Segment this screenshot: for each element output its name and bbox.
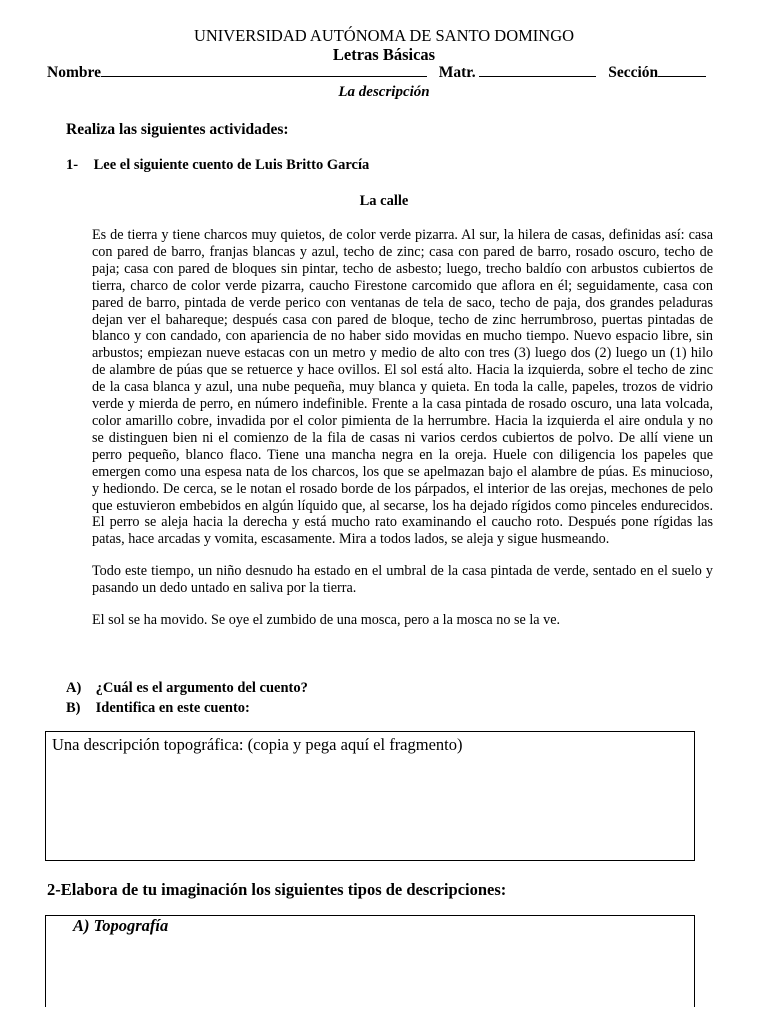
question-b-label: B) [66,700,81,716]
instructions: Realiza las siguientes actividades: [66,121,289,138]
student-info-row [47,63,727,82]
story-title: La calle [359,193,409,209]
course-title: Letras Básicas [332,45,436,64]
answer-box-topografia[interactable] [45,915,695,1007]
story-body [92,227,713,644]
question-a [66,680,308,697]
story-paragraph: Todo este tiempo, un niño desnudo ha estado en el umbral de la casa pintada de verde, sentado en el suelo y pasando un dedo untado en saliva por la tierra. [92,563,713,597]
matr-field[interactable] [479,63,596,77]
question-a-text: ¿Cuál es el argumento del cuento? [95,680,308,696]
university-title: UNIVERSIDAD AUTÓNOMA DE SANTO DOMINGO [193,26,575,45]
question-a-label: A) [66,680,82,696]
question-b [66,700,250,717]
answer-box-topographic-label: Una descripción topográfica: (copia y pega aquí el fragmento) [52,735,463,754]
matr-label: Matr. [438,64,476,81]
activity-1-text: Lee el siguiente cuento de Luis Britto García [93,157,370,173]
topic-subtitle: La descripción [338,84,430,100]
story-paragraph: Es de tierra y tiene charcos muy quietos, de color verde pizarra. Al sur, la hilera de casas, definidas así: casa con pared de barro, franjas blancas y azul, techo de zinc; casa con pared de barro, rosado oscuro, techo de paja; casa con pared de bloques sin pintar, techo de asbesto; luego, trecho baldío con arbustos cubiertos de tierra, charco de color verde pizarra, caucho Firestone carcomido que aflora en él; seguidamente, casa con pared de barro, pintada de verde perico con ventanas de tela de saco, techo de paja, dos grandes peladuras dejan ver el bahareque; después casa con pared de bloque, techo de zinc herrumbroso, puertas pintadas de blanco y con candado, con apariencia de no haber sido movidas en mucho tiempo. Nuevo espacio libre, sin arbustos; empiezan nueve estacas con un metro y medio de alto con tres (3) luego dos (2) luego un (1) hilo de alambre de púas que se retuerce y hace ovillos. El sol está alto. Hacia la izquierda, sobre el techo de zinc de la casa blanca y azul, una nube pequeña, muy blanca y quieta. En toda la calle, papeles, trozos de vidrio verde y mierda de perro, en número indefinible. Frente a la casa pintada de rosado oscuro, una lata volcada, color amarillo cobre, invadida por el color pimienta de la herrumbre. Hacia la izquierda el aire ondula y no se distinguen bien ni el comienzo de la fila de casas ni varios cerdos cubiertos de polvo. De allí viene un perro pequeño, blanco flaco. Tiene una mancha negra en la oreja. Huele con diligencia los papeles que emergen como una espesa nata de los charcos, los que se apelmazan bajo el alambre de púas. Es minucioso, y hediondo. De cerca, se le notan el rosado borde de los párpados, el interior de las orejas, mechones de pelo que estuvieron embebidos en algún líquido que, al secarse, los ha dejado rígidos como pinceles endurecidos. El perro se aleja hacia la derecha y está mucho rato examinando el caucho roto. Después pone rígidas las patas, hace arcadas y vomita, escasamente. Mira a todos lados, se aleja y sigue husmeando. [92,227,713,548]
nombre-field[interactable] [101,63,427,77]
seccion-label: Sección [608,64,659,81]
answer-box-topographic[interactable] [45,731,695,861]
activity-2: 2-Elabora de tu imaginación los siguientes tipos de descripciones: [47,880,507,899]
answer-box-topografia-label: A) Topografía [73,916,169,935]
activity-1-number: 1- [66,157,79,173]
activity-1 [66,157,369,174]
nombre-label: Nombre [47,64,101,81]
seccion-field[interactable] [658,63,706,77]
story-paragraph: El sol se ha movido. Se oye el zumbido de una mosca, pero a la mosca no se la ve. [92,612,561,629]
question-b-text: Identifica en este cuento: [95,700,250,716]
